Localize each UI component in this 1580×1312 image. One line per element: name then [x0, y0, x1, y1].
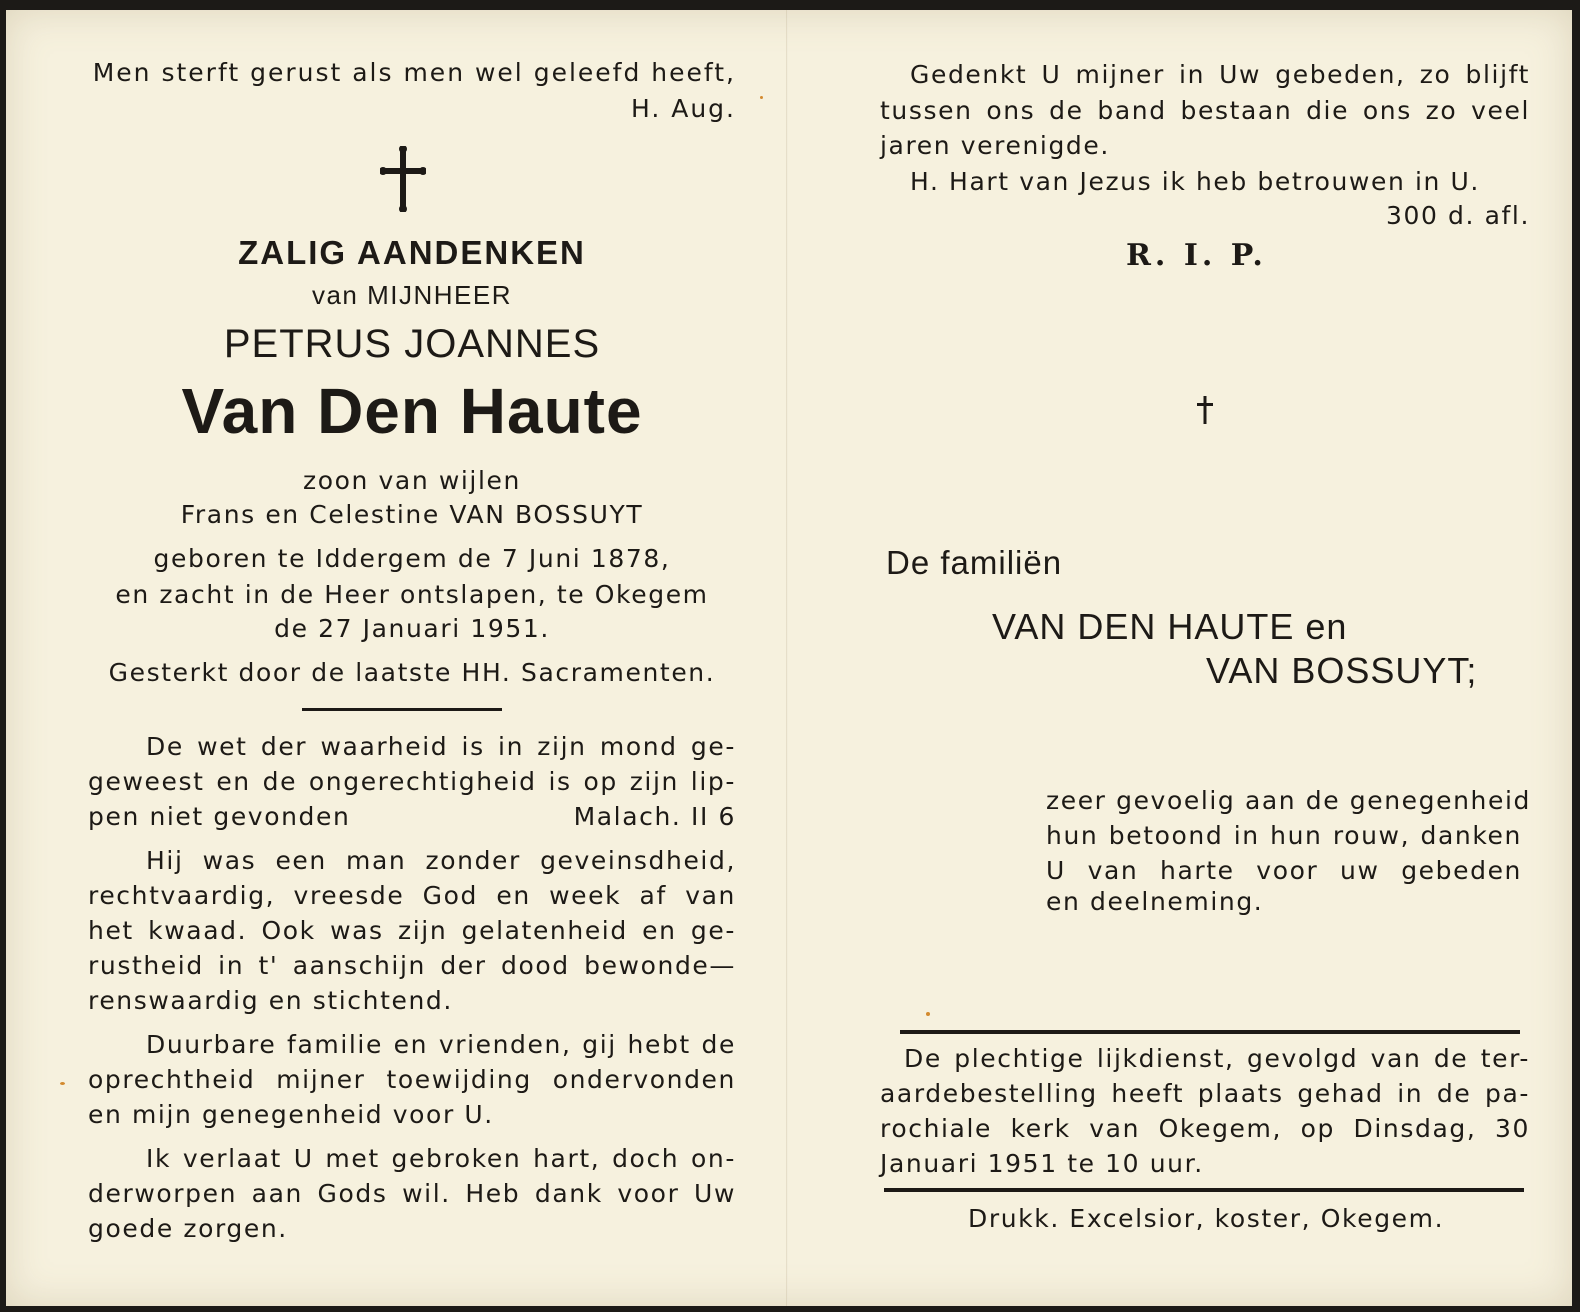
paper-speck	[926, 1012, 930, 1016]
prayer-line: Gedenkt U mijner in Uw gebeden, zo blijft	[910, 60, 1530, 89]
paragraph-line: pen niet gevonden	[88, 802, 351, 831]
first-names: PETRUS JOANNES	[223, 322, 601, 366]
scripture-reference: Malach. II 6	[573, 802, 736, 831]
heading: ZALIG AANDENKEN	[238, 234, 586, 271]
paragraph-line: De wet der waarheid is in zijn mond ge-	[146, 732, 736, 761]
funeral-line: De plechtige lijkdienst, gevolgd van de ter-	[904, 1044, 1530, 1073]
paragraph-line: goede zorgen.	[88, 1214, 288, 1243]
family-name-1: VAN DEN HAUTE en	[992, 606, 1348, 647]
paragraph-line: rechtvaardig, vreesde God en week af van	[88, 881, 736, 910]
funeral-line: Januari 1951 te 10 uur.	[880, 1149, 1204, 1178]
prayer-line: H. Hart van Jezus ik heb betrouwen in U.	[910, 167, 1480, 196]
rip: R. I. P.	[1126, 238, 1267, 273]
thanks-line: hun betoond in hun rouw, danken	[1046, 821, 1522, 850]
paragraph-line: Hij was een man zonder geveinsdheid,	[146, 846, 736, 875]
card-fold	[786, 10, 788, 1306]
paragraph-line: en mijn genegenheid voor U.	[88, 1100, 494, 1129]
printer: Drukk. Excelsior, koster, Okegem.	[968, 1204, 1445, 1233]
paragraph-line: Duurbare familie en vrienden, gij hebt de	[146, 1030, 736, 1059]
funeral-line: aardebestelling heeft plaats gehad in de pa-	[880, 1079, 1530, 1108]
paragraph-line: geweest en de ongerechtigheid is op zijn lip-	[88, 767, 736, 796]
paragraph-line: Ik verlaat U met gebroken hart, doch on-	[146, 1144, 736, 1173]
parents: Frans en Celestine VAN BOSSUYT	[180, 500, 644, 529]
small-cross-icon	[1196, 396, 1214, 424]
paragraph-line: rustheid in t' aanschijn der dood bewonde—	[88, 951, 736, 980]
paragraph-line: oprechtheid mijner toewijding ondervonden	[88, 1065, 736, 1094]
death-date: de 27 Januari 1951.	[274, 614, 550, 643]
subheading: van MIJNHEER	[311, 280, 513, 310]
funeral-top-rule	[900, 1030, 1520, 1034]
thanks-line: U van harte voor uw gebeden	[1046, 856, 1522, 885]
surname: Van Den Haute	[181, 375, 643, 447]
epigraph-source: H. Aug.	[630, 94, 736, 123]
indulgence: 300 d. afl.	[1385, 201, 1530, 230]
death-line: en zacht in de Heer ontslapen, te Okegem	[115, 580, 709, 609]
families-intro: De familiën	[886, 544, 1063, 581]
prayer-line: tussen ons de band bestaan die ons zo veel	[880, 96, 1530, 125]
family-name-2: VAN BOSSUYT;	[1206, 650, 1478, 691]
epigraph: Men sterft gerust als men wel geleefd heeft,	[92, 58, 736, 87]
paper-speck	[760, 96, 763, 99]
sacraments-line: Gesterkt door de laatste HH. Sacramenten.	[108, 658, 716, 687]
prayer-line: jaren verenigde.	[880, 131, 1110, 160]
paragraph-line: het kwaad. Ook was zijn gelatenheid en ge-	[88, 916, 736, 945]
funeral-bottom-rule	[884, 1188, 1524, 1192]
paragraph-line: renswaardig en stichtend.	[88, 986, 453, 1015]
funeral-line: rochiale kerk van Okegem, op Dinsdag, 30	[880, 1114, 1530, 1143]
birth-line: geboren te Iddergem de 7 Juni 1878,	[153, 544, 671, 573]
parent-intro: zoon van wijlen	[303, 466, 521, 495]
paper-speck	[60, 1082, 65, 1085]
thanks-line: en deelneming.	[1046, 887, 1264, 916]
cross-icon	[380, 146, 426, 212]
thanks-line: zeer gevoelig aan de genegenheid	[1046, 786, 1531, 815]
divider	[302, 708, 502, 711]
paragraph-line: derworpen aan Gods wil. Heb dank voor Uw	[88, 1179, 736, 1208]
